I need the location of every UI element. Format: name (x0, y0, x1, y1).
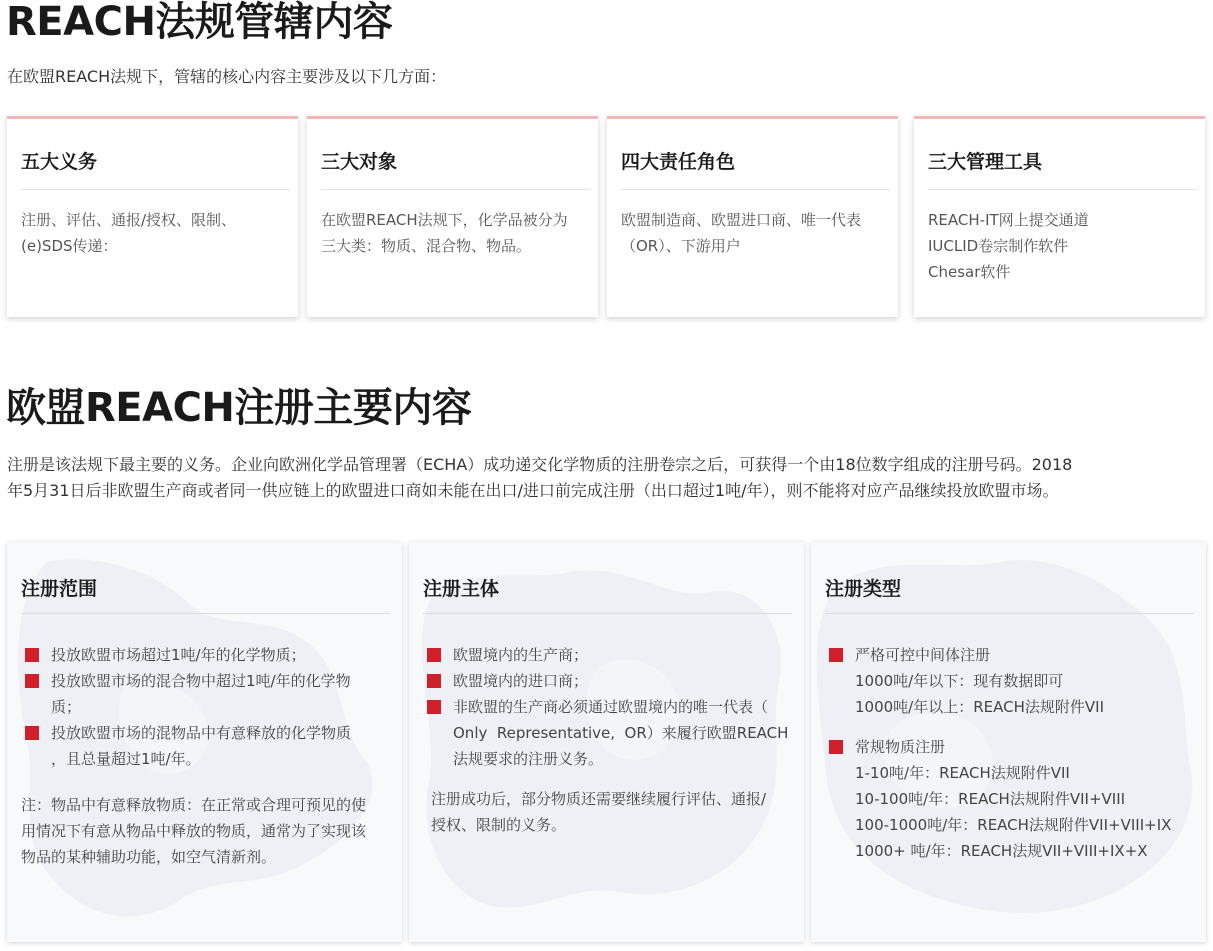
intro-line: 注册是该法规下最主要的义务。企业向欧洲化学品管理署（ECHA）成功递交化学物质的注册卷宗之后，可获得一个由18位数字组成的注册号码。2018 (7, 455, 1073, 474)
sub-item: 100-1000吨/年：REACH法规附件VII+VIII+IX (855, 816, 1172, 834)
red-square-icon (25, 726, 39, 740)
divider (321, 189, 590, 190)
list-item-text: 常规物质注册 (855, 738, 946, 756)
divider (928, 189, 1197, 190)
list-item-text: 严格可控中间体注册 (855, 646, 991, 664)
note-line: 物品的某种辅助功能，如空气清新剂。 (21, 848, 277, 866)
red-square-icon (427, 700, 441, 714)
card-text-line: （OR）、下游用户 (621, 237, 741, 255)
card-title: 注册类型 (825, 578, 902, 600)
red-square-icon (25, 674, 39, 688)
card-text-line: IUCLID卷宗制作软件 (928, 237, 1069, 255)
card-four-roles (607, 116, 898, 317)
card-title: 三大管理工具 (928, 151, 1043, 173)
card-text-line: (e)SDS传递： (21, 237, 118, 255)
sub-item: 10-100吨/年：REACH法规附件VII+VIII (855, 790, 1126, 808)
card-three-objects (307, 116, 598, 317)
red-square-icon (829, 740, 843, 754)
list-item-text: 欧盟境内的生产商； (453, 646, 589, 664)
note (21, 792, 390, 870)
note-line: 授权、限制的义务。 (431, 816, 567, 834)
list-item (825, 642, 1194, 668)
list-item-text: Only Representative, OR）来履行欧盟REACH (453, 724, 789, 742)
card-text-line: 三大类：物质、混合物、物品。 (321, 237, 532, 255)
list-item-text: 非欧盟的生产商必须通过欧盟境内的唯一代表（ (453, 698, 769, 716)
section-title-registration: 欧盟REACH注册主要内容 (6, 385, 472, 431)
divider (21, 189, 290, 190)
red-square-icon (25, 648, 39, 662)
sub-item: 1000+ 吨/年：REACH法规VII+VIII+IX+X (855, 842, 1148, 860)
card-title: 四大责任角色 (621, 151, 736, 173)
note-line: 注册成功后，部分物质还需要继续履行评估、通报/ (431, 790, 767, 808)
divider (21, 613, 390, 614)
card-text-line: Chesar软件 (928, 263, 1011, 281)
card-text-line: 注册、评估、通报/授权、限制、 (21, 211, 237, 229)
card-five-obligations (7, 116, 298, 317)
card-title: 注册主体 (423, 578, 500, 600)
list-item (21, 668, 390, 720)
list-item (423, 694, 792, 772)
intro-line: 年5月31日后非欧盟生产商或者同一供应链上的欧盟进口商如未能在出口/进口前完成注册（出口超过1吨/年），则不能将对应产品继续投放欧盟市场。 (7, 481, 1059, 500)
divider (423, 613, 792, 614)
card-three-tools (914, 116, 1205, 317)
red-square-icon (427, 648, 441, 662)
list-item-text: ，且总量超过1吨/年。 (51, 750, 201, 768)
sub-item: 1000吨/年以下：现有数据即可 (855, 672, 1064, 690)
section-title-reach-scope: REACH法规管辖内容 (6, 0, 393, 45)
list-item (21, 642, 390, 668)
section-intro (7, 452, 1207, 504)
list-item (423, 642, 792, 668)
red-square-icon (427, 674, 441, 688)
divider (621, 189, 890, 190)
red-square-icon (829, 648, 843, 662)
list-item-text: 投放欧盟市场的混合物中超过1吨/年的化学物 (51, 672, 351, 690)
list-item (423, 668, 792, 694)
card-title: 三大对象 (321, 151, 398, 173)
divider (825, 613, 1194, 614)
note-line: 用情况下有意从物品中释放的物质，通常为了实现该 (21, 822, 367, 840)
note (423, 786, 792, 838)
sub-item: 1-10吨/年：REACH法规附件VII (855, 764, 1070, 782)
list-item-text: 法规要求的注册义务。 (453, 750, 604, 768)
sub-item: 1000吨/年以上：REACH法规附件VII (855, 698, 1104, 716)
list-item (21, 720, 390, 772)
card-registration-types (811, 542, 1206, 942)
card-text-line: REACH-IT网上提交通道 (928, 211, 1089, 229)
note-line: 注：物品中有意释放物质：在正常或合理可预见的使 (21, 796, 367, 814)
list-item-text: 质； (51, 698, 82, 716)
card-title: 注册范围 (21, 578, 98, 600)
card-text-line: 在欧盟REACH法规下，化学品被分为 (321, 211, 568, 229)
section-intro: 在欧盟REACH法规下，管辖的核心内容主要涉及以下几方面： (7, 67, 447, 86)
list-item-text: 投放欧盟市场的混物品中有意释放的化学物质 (51, 724, 352, 742)
list-item-text: 投放欧盟市场超过1吨/年的化学物质； (51, 646, 306, 664)
card-registration-scope (7, 542, 402, 942)
card-text-line: 欧盟制造商、欧盟进口商、唯一代表 (621, 211, 862, 229)
card-title: 五大义务 (21, 151, 98, 173)
list-item (825, 734, 1194, 760)
list-item-text: 欧盟境内的进口商； (453, 672, 589, 690)
card-registration-subject (409, 542, 804, 942)
